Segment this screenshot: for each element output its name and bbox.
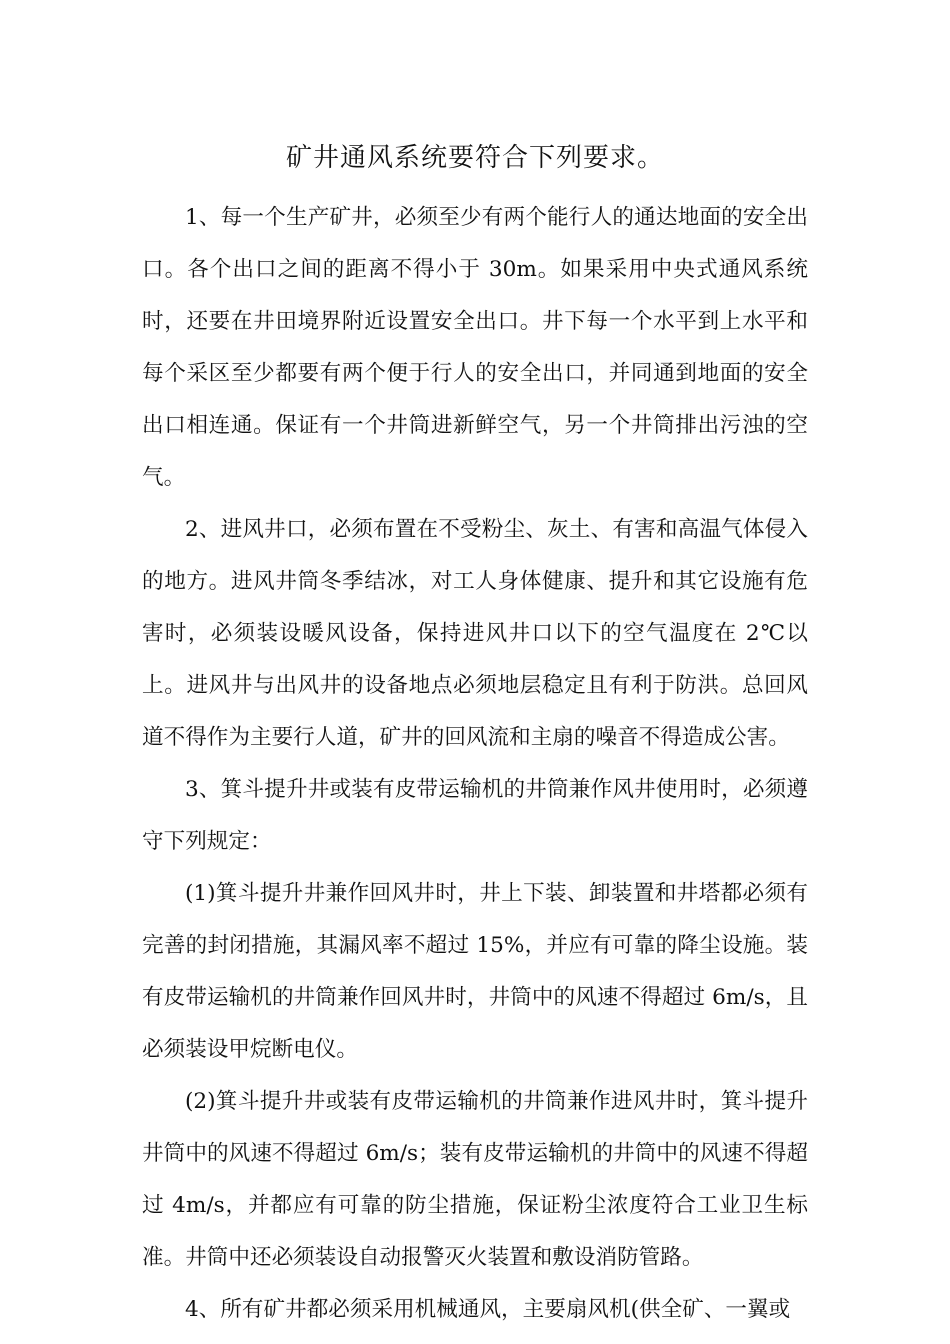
paragraph-1: 1、每一个生产矿井，必须至少有两个能行人的通达地面的安全出口。各个出口之间的距离不得小于 30m。如果采用中央式通风系统时，还要在井田境界附近设置安全出口。井下每一个水平到上水平和每个采区至少都要有两个便于行人的安全出口，并同通到地面的安全出口相连通。保证有一个井筒进新鲜空气，另一个井筒排出污浊的空气。	[142, 205, 808, 490]
paragraph-3-2: (2)箕斗提升井或装有皮带运输机的井筒兼作进风井时，箕斗提升井筒中的风速不得超过 6m/s；装有皮带运输机的井筒中的风速不得超过 4m/s，并都应有可靠的防尘措施，保证粉尘浓度符合工业卫生标准。井筒中还必须装设自动报警灭火装置和敷设消防管路。	[142, 1089, 808, 1270]
paragraph-3-1: (1)箕斗提升井兼作回风井时，井上下装、卸装置和井塔都必须有完善的封闭措施，其漏风率不超过 15%，并应有可靠的降尘设施。装有皮带运输机的井筒兼作回风井时，井筒中的风速不得超过 6m/s，且必须装设甲烷断电仪。	[142, 881, 808, 1062]
paragraph-4: 4、所有矿井都必须采用机械通风，主要扇风机(供全矿、一翼或	[185, 1297, 791, 1322]
paragraph-2: 2、进风井口，必须布置在不受粉尘、灰土、有害和高温气体侵入的地方。进风井筒冬季结冰，对工人身体健康、提升和其它设施有危害时，必须装设暖风设备，保持进风井口以下的空气温度在 2℃以上。进风井与出风井的设备地点必须地层稳定且有利于防洪。总回风道不得作为主要行人道，矿井的回风流和主扇的噪音不得造成公害。	[142, 517, 808, 750]
paragraph-3: 3、箕斗提升井或装有皮带运输机的井筒兼作风井使用时，必须遵守下列规定：	[142, 777, 808, 854]
document-body	[142, 192, 808, 1336]
document-title: 矿井通风系统要符合下列要求。	[285, 143, 664, 173]
